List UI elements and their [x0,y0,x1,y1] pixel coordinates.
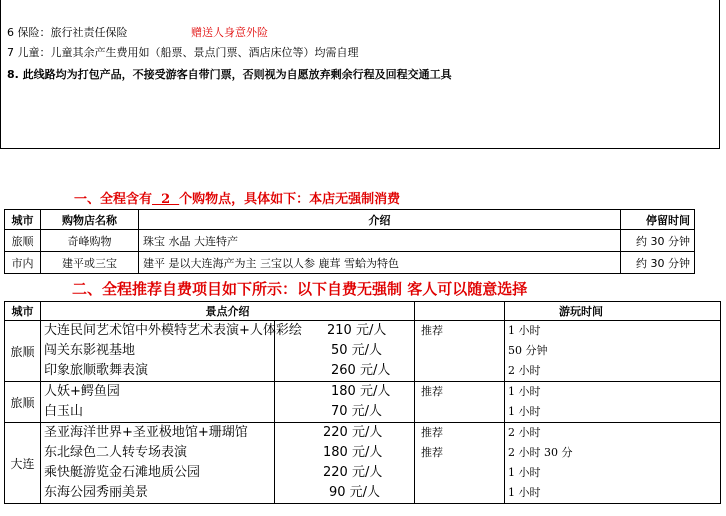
shopping-header-row [5,210,695,230]
selfpaid-names [41,423,275,504]
spot-name: 印象旅顺歌舞表演 [44,363,149,378]
spot-name: 圣亚海洋世界+圣亚极地馆+珊瑚馆 [44,425,248,440]
spot-recommend: 推荐 [421,385,443,398]
selfpaid-times [505,321,721,382]
selfpaid-header-rec [415,302,505,321]
spot-price: 180 元/人 [331,384,391,399]
shopping-name: 奇峰购物 [41,230,139,252]
spot-name: 东海公园秀丽美景 [44,485,149,500]
shopping-intro: 珠宝 水晶 大连特产 [139,230,621,252]
spot-time: 1 小时 [508,466,541,479]
shopping-table [4,209,695,274]
spot-price: 70 元/人 [331,404,383,419]
note-package: 8. 此线路均为打包产品，不接受游客自带门票，否则视为自愿放弃剩余行程及回程交通工具 [7,68,452,81]
shopping-intro: 建平 是以大连海产为主 三宝以人参 鹿茸 雪蛤为特色 [139,252,621,274]
spot-name: 闯关东影视基地 [44,343,136,358]
selfpaid-city: 旅顺 [5,382,41,423]
notes-box [0,0,720,149]
spot-recommend [415,341,504,361]
shopping-city: 市内 [5,252,41,274]
note-insurance-text: 6 保险：旅行社责任保险 [7,26,128,39]
shopping-header-time: 停留时间 [621,210,695,230]
selfpaid-header-row [5,302,721,321]
spot-price: 260 元/人 [331,363,391,378]
spot-name: 人妖+鳄鱼园 [44,384,120,399]
selfpaid-recs [415,382,505,423]
spot-price: 220 元/人 [323,425,383,440]
spot-time: 2 小时 30 分 [508,446,573,459]
selfpaid-recs [415,423,505,504]
selfpaid-header-time: 游玩时间 [505,302,721,321]
spot-time: 50 分钟 [508,344,548,357]
table-row [5,382,721,423]
spot-name: 东北绿色二人转专场表演 [44,445,188,460]
selfpaid-city: 旅顺 [5,321,41,382]
selfpaid-heading: 二、全程推荐自费项目如下所示：以下自费无强制 客人可以随意选择 [72,280,528,298]
selfpaid-times [505,382,721,423]
selfpaid-prices [275,382,415,423]
spot-recommend: 推荐 [421,324,443,337]
shopping-header-name: 购物店名称 [41,210,139,230]
spot-recommend [415,402,504,422]
selfpaid-city: 大连 [5,423,41,504]
spot-time: 2 小时 [508,426,541,439]
shopping-heading-count: 2 [152,192,180,207]
spot-time: 2 小时 [508,364,541,377]
spot-price: 210 元/人 [327,323,387,338]
spot-price: 50 元/人 [331,343,383,358]
selfpaid-header-spot: 景点介绍 [41,302,415,321]
spot-recommend: 推荐 [421,426,443,439]
note-insurance-extra: 赠送人身意外险 [191,26,268,39]
spot-price: 90 元/人 [329,485,381,500]
spot-recommend [415,463,504,483]
spot-recommend: 推荐 [421,446,443,459]
shopping-name: 建平或三宝 [41,252,139,274]
selfpaid-recs [415,321,505,382]
spot-recommend [415,483,504,503]
table-row [5,423,721,504]
selfpaid-names [41,382,275,423]
selfpaid-prices [275,423,415,504]
shopping-header-city: 城市 [5,210,41,230]
spot-time: 1 小时 [508,405,541,418]
spot-price: 180 元/人 [323,445,383,460]
spot-recommend [415,361,504,381]
shopping-city: 旅顺 [5,230,41,252]
spot-name: 乘快艇游览金石滩地质公园 [44,465,201,480]
selfpaid-names [41,321,302,382]
shopping-time: 约 30 分钟 [621,252,695,274]
shopping-heading [74,188,400,207]
spot-time: 1 小时 [508,385,541,398]
selfpaid-header-city: 城市 [5,302,41,321]
spot-name: 白玉山 [44,404,84,419]
shopping-heading-prefix: 一、全程含有 [74,192,153,207]
note-children: 7 儿童：儿童其余产生费用如（船票、景点门票、酒店床位等）均需自理 [7,46,359,59]
spot-name: 大连民间艺术馆中外模特艺术表演+人体彩绘 [44,323,302,338]
shopping-header-intro: 介绍 [139,210,621,230]
selfpaid-table [4,301,721,504]
shopping-heading-suffix: 个购物点，具体如下：本店无强制消费 [179,192,401,207]
note-insurance [7,24,268,40]
shopping-time: 约 30 分钟 [621,230,695,252]
spot-time: 1 小时 [508,324,541,337]
table-row [5,252,695,274]
table-row [5,321,721,382]
selfpaid-times [505,423,721,504]
spot-price: 220 元/人 [323,465,383,480]
table-row [5,230,695,252]
spot-time: 1 小时 [508,486,541,499]
